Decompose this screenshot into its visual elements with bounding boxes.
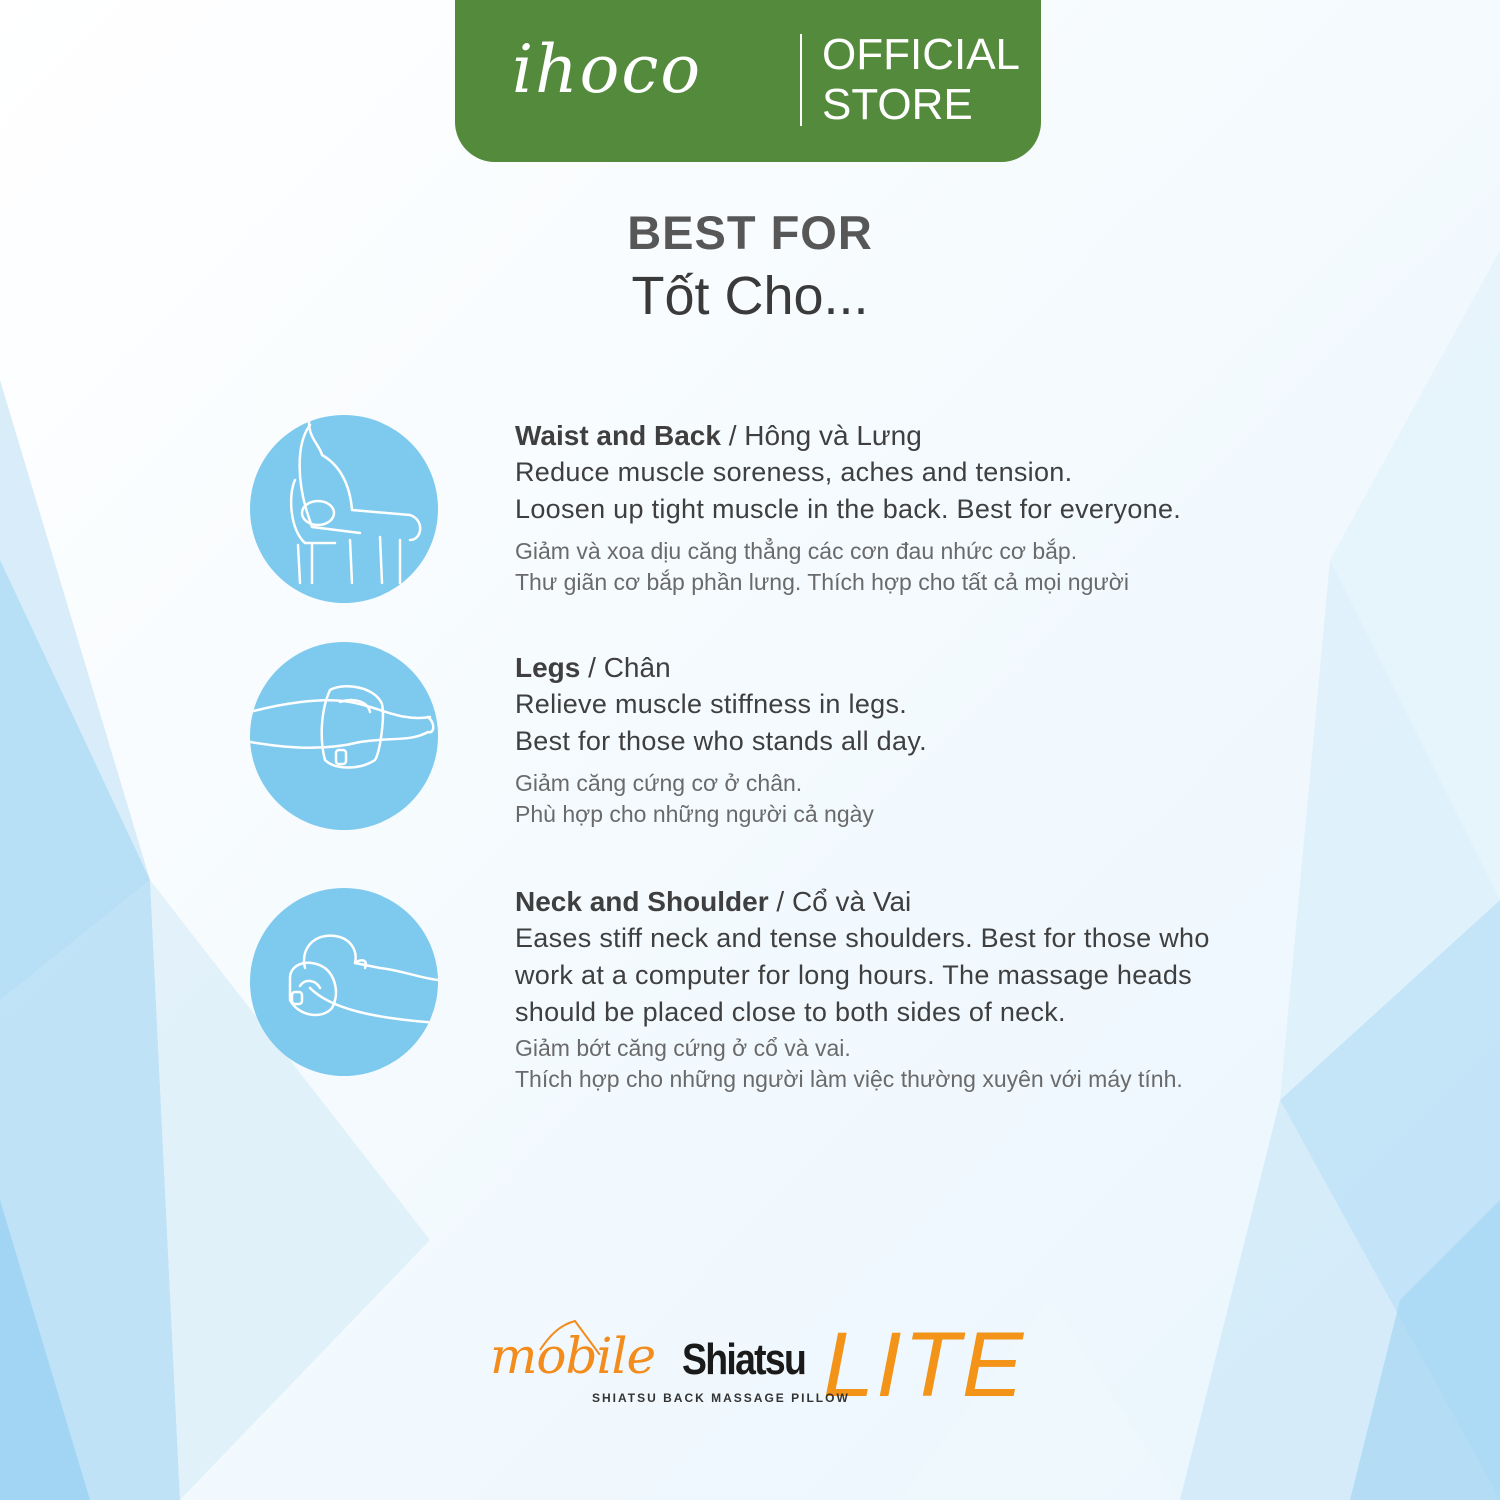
logo-lite: LITE	[823, 1314, 1026, 1416]
description-vi-line: Phù hợp cho những người cả ngày	[515, 801, 874, 827]
heading-vi: / Cổ và Vai	[768, 886, 912, 917]
heading-en: Waist and Back	[515, 420, 721, 451]
leg-massager-icon	[250, 642, 438, 830]
brand-divider	[800, 34, 802, 126]
store-label-line2: STORE	[822, 80, 973, 129]
section-heading	[515, 418, 1335, 454]
store-label	[822, 30, 1020, 130]
description-vi-line: Giảm bớt căng cứng ở cổ và vai.	[515, 1035, 851, 1061]
heading-vi: / Chân	[580, 652, 671, 683]
description-en-line: Best for those who stands all day.	[515, 726, 927, 756]
person-sitting-back-icon	[250, 415, 438, 603]
page-title-en: BEST FOR	[627, 206, 873, 259]
description-vi-line: Thư giãn cơ bắp phần lưng. Thích hợp cho tất cả mọi người	[515, 569, 1129, 595]
section-heading	[515, 884, 1335, 920]
description-en-line: Loosen up tight muscle in the back. Best for everyone.	[515, 494, 1182, 524]
product-logo	[490, 1314, 1026, 1416]
description-en	[515, 686, 1335, 760]
description-en-line: Eases stiff neck and tense shoulders. Best for those who	[515, 923, 1210, 953]
logo-shiatsu: Shiatsu	[682, 1335, 806, 1384]
section-text	[515, 650, 1335, 830]
description-vi	[515, 536, 1335, 598]
section-text	[515, 418, 1335, 598]
heading-en: Neck and Shoulder	[515, 886, 769, 917]
neck-massager-icon	[250, 888, 438, 1076]
description-vi-line: Giảm căng cứng cơ ở chân.	[515, 770, 803, 796]
description-en-line: work at a computer for long hours. The massage heads	[515, 960, 1192, 990]
description-en	[515, 920, 1335, 1031]
brand-logo: ihoco	[512, 31, 703, 108]
description-vi-line: Thích hợp cho những người làm việc thường xuyên với máy tính.	[515, 1066, 1183, 1092]
description-en-line: Reduce muscle soreness, aches and tension.	[515, 457, 1073, 487]
description-en-line: should be placed close to both sides of neck.	[515, 997, 1066, 1027]
description-en	[515, 454, 1335, 528]
logo-mobile: mobile	[490, 1327, 656, 1385]
description-vi-line: Giảm và xoa dịu căng thẳng các cơn đau nhức cơ bắp.	[515, 538, 1078, 564]
description-vi	[515, 768, 1335, 830]
section-text	[515, 884, 1335, 1095]
store-label-line1: OFFICIAL	[822, 30, 1021, 79]
heading-en: Legs	[515, 652, 581, 683]
description-vi	[515, 1033, 1335, 1095]
section-heading	[515, 650, 1335, 686]
heading-vi: / Hông và Lưng	[720, 420, 922, 451]
page-title-vi: Tốt Cho...	[631, 266, 869, 326]
logo-subtitle: SHIATSU BACK MASSAGE PILLOW	[592, 1391, 850, 1405]
description-en-line: Relieve muscle stiffness in legs.	[515, 689, 908, 719]
